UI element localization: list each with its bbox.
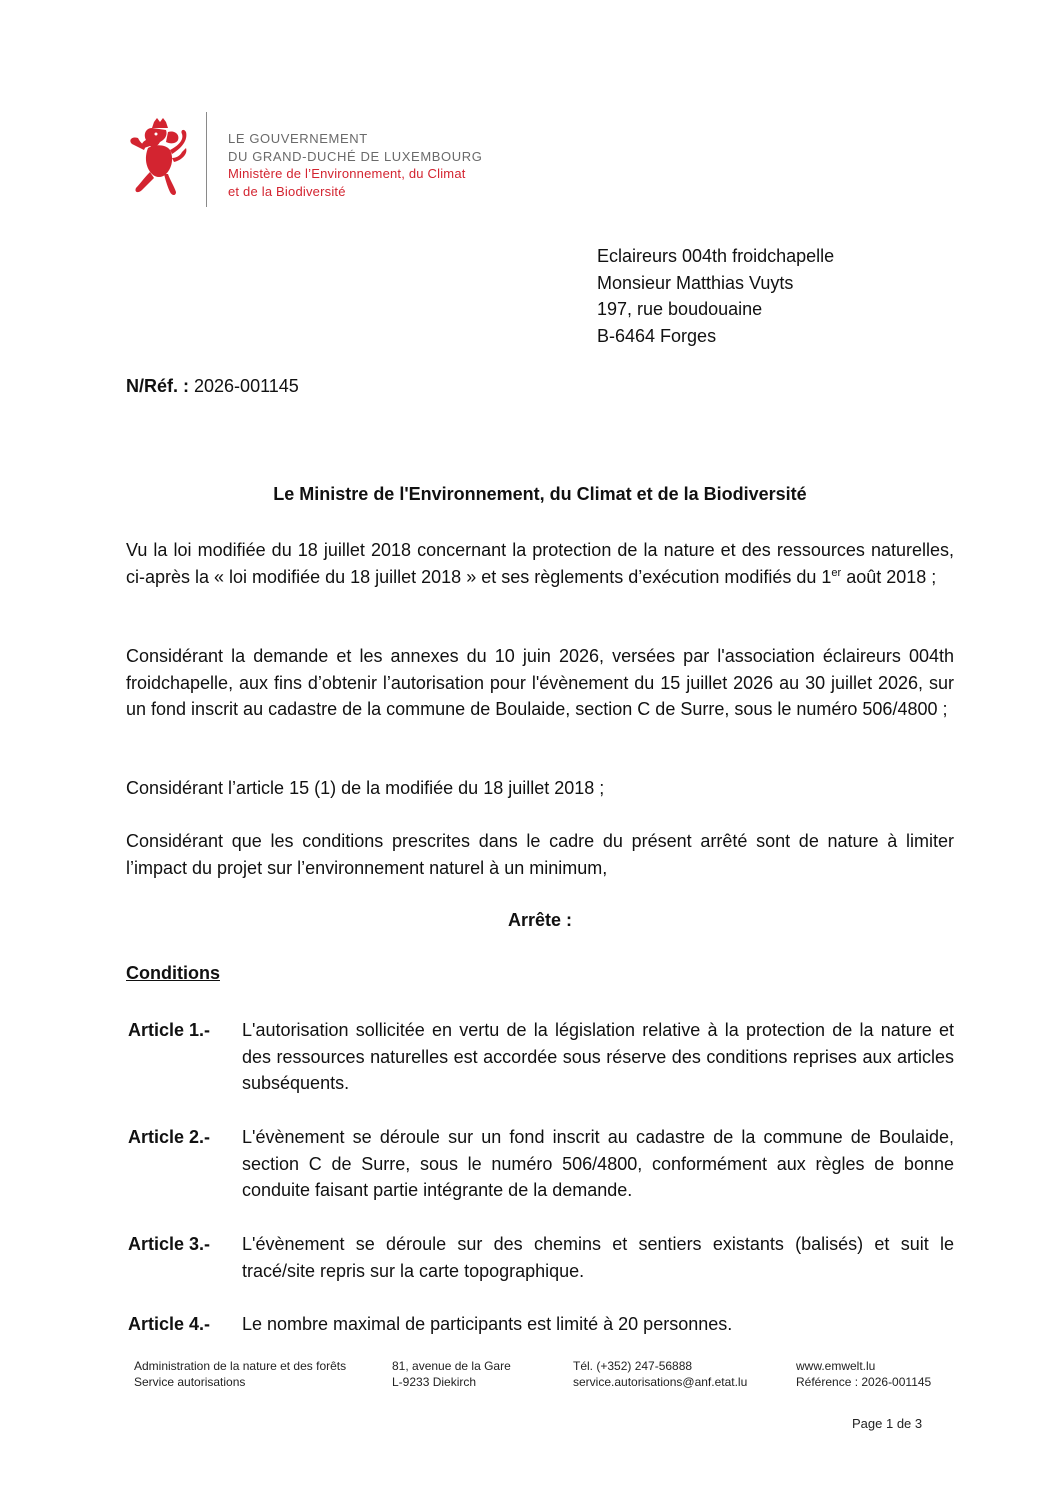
recipient-line-4: B-6464 Forges	[597, 325, 717, 346]
footer-website: www.emwelt.lu	[796, 1359, 876, 1373]
article-text: L'autorisation sollicitée en vertu de la législation relative à la protection de la nature et des ressources naturelles est accordée sous réserve des conditions reprises aux articles subséquents.	[242, 1020, 954, 1093]
paragraph-request: Considérant la demande et les annexes du 10 juin 2026, versées par l'association éclaireurs 004th froidchapelle, aux fins d’obtenir l’autorisation pour l'évènement du 15 juillet 2026 au 30 juillet 2026, sur un fond inscrit au cadastre de la commune de Boulaide, section C de Surre, sous le numéro 506/4800 ;	[126, 646, 954, 719]
reference-value: 2026-001145	[194, 376, 299, 396]
government-line-1: LE GOUVERNEMENT	[228, 131, 368, 146]
footer-phone: Tél. (+352) 247-56888	[573, 1359, 693, 1373]
footer-web	[796, 1358, 931, 1390]
recipient-line-3: 197, rue boudouaine	[597, 299, 763, 319]
paragraph-legal-basis	[126, 537, 954, 590]
document-title: Le Ministre de l'Environnement, du Climat et de la Biodiversité	[273, 484, 807, 504]
article-1	[126, 1017, 954, 1097]
arrete-heading: Arrête :	[507, 910, 573, 930]
article-text: Le nombre maximal de participants est limité à 20 personnes.	[242, 1314, 733, 1334]
footer-admin-name: Administration de la nature et des forêts	[134, 1359, 347, 1373]
paragraph-1-superscript: er	[831, 566, 842, 579]
paragraph-1-text: Vu la loi modifiée du 18 juillet 2018 concernant la protection de la nature et des ressources naturelles, ci-après la « loi modifiée du 18 juillet 2018 » et ses règlements d’exécution modifiés du 1	[126, 540, 954, 587]
article-2	[126, 1124, 954, 1204]
government-header	[228, 130, 482, 200]
page-number: Page 1 de 3	[852, 1416, 923, 1431]
footer-street: 81, avenue de la Gare	[392, 1359, 511, 1373]
paragraph-1-tail: août 2018 ;	[841, 566, 937, 587]
reference-line	[126, 376, 299, 397]
paragraph-article-15: Considérant l’article 15 (1) de la modifiée du 18 juillet 2018 ;	[126, 778, 605, 798]
red-lion-icon	[128, 118, 190, 198]
article-label: Article 4.-	[128, 1314, 211, 1334]
recipient-line-1: Eclaireurs 004th froidchapelle	[597, 246, 835, 266]
recipient-address	[597, 243, 834, 349]
article-text: L'évènement se déroule sur des chemins et sentiers existants (balisés) et suit le tracé/site repris sur la carte topographique.	[242, 1234, 954, 1281]
footer-address	[392, 1358, 511, 1390]
article-text: L'évènement se déroule sur un fond inscrit au cadastre de la commune de Boulaide, section C de Surre, sous le numéro 506/4800, conformément aux règles de bonne conduite faisant partie intégrante de la demande.	[242, 1127, 954, 1200]
paragraph-conditions: Considérant que les conditions prescrites dans le cadre du présent arrêté sont de nature à limiter l’impact du projet sur l’environnement naturel à un minimum,	[126, 831, 954, 878]
footer-email: service.autorisations@anf.etat.lu	[573, 1375, 748, 1389]
ministry-line-2: et de la Biodiversité	[228, 183, 346, 199]
footer-city: L-9233 Diekirch	[392, 1375, 477, 1389]
logo-divider	[206, 112, 207, 207]
recipient-line-2: Monsieur Matthias Vuyts	[597, 272, 794, 293]
reference-label: N/Réf. :	[126, 376, 189, 396]
government-line-2: DU GRAND-DUCHÉ DE LUXEMBOURG	[228, 148, 483, 164]
article-4	[126, 1311, 954, 1338]
footer-service: Service autorisations	[134, 1375, 246, 1389]
footer-administration	[134, 1358, 346, 1390]
article-label: Article 2.-	[128, 1127, 211, 1147]
article-3	[126, 1231, 954, 1284]
ministry-line-1: Ministère de l’Environnement, du Climat	[228, 166, 466, 181]
article-label: Article 1.-	[128, 1020, 211, 1040]
article-label: Article 3.-	[128, 1234, 211, 1254]
conditions-heading: Conditions	[126, 963, 220, 983]
footer-contact	[573, 1358, 747, 1390]
footer-reference: Référence : 2026-001145	[796, 1375, 932, 1389]
